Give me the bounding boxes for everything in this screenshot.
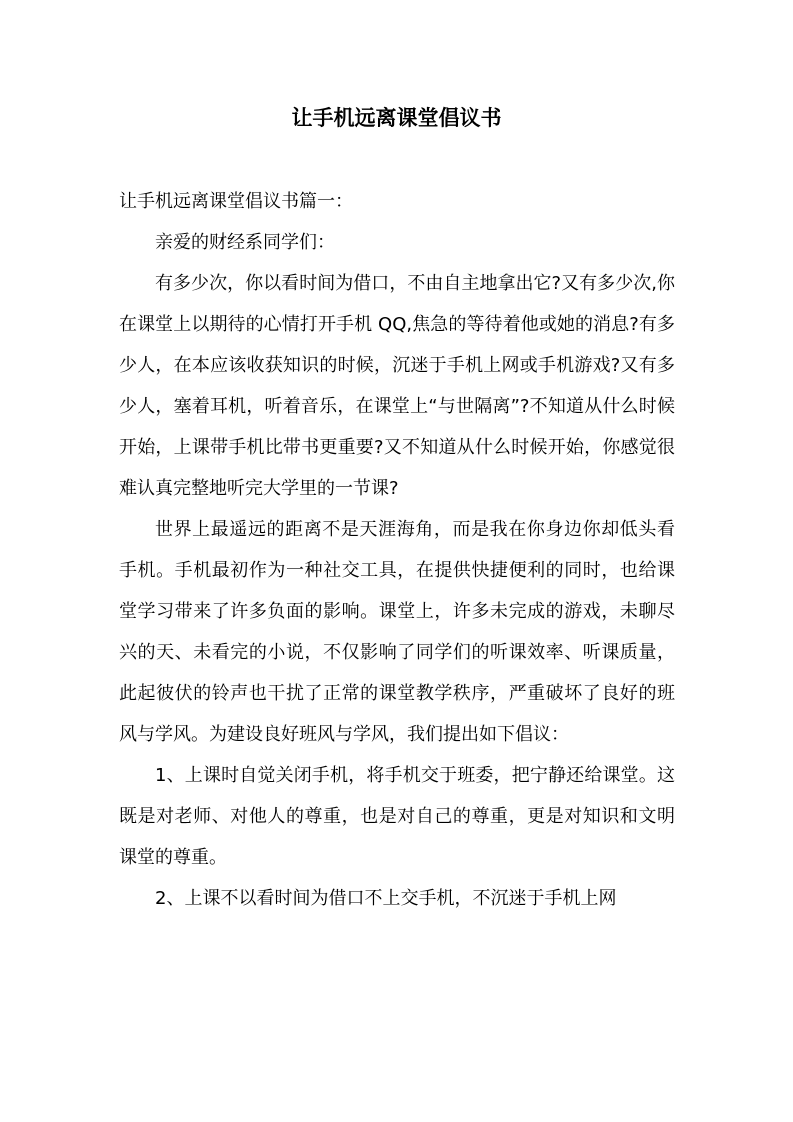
paragraph-subheading: 让手机远离课堂倡议书篇一： (119, 191, 353, 212)
paragraph-proposal-2: 2、上课不以看时间为借口不上交手机，不沉迷于手机上网 (155, 888, 617, 909)
paragraph-problem: 世界上最遥远的距离不是天涯海角，而是我在你身边你却低头看手机。手机最初作为一种社交工具，在提供快捷便利的同时，也给课堂学习带来了许多负面的影响。课堂上，许多未完成的游戏，未聊尽兴的天、未看完的小说，不仅影响了同学们的听课效率、听课质量，此起彼伏的铃声也干扰了正常的课堂教学秩序，严重破坏了良好的班风与学风。为建设良好班风与学风，我们提出如下倡议： (119, 519, 675, 745)
paragraph-salutation: 亲爱的财经系同学们： (155, 232, 335, 253)
paragraph-intro: 有多少次，你以看时间为借口，不由自主地拿出它?又有多少次,你在课堂上以期待的心情打开手机 QQ,焦急的等待着他或她的消息?有多少人，在本应该收获知识的时候，沉迷于手机上网或手机游戏?又有多少人，塞着耳机，听着音乐，在课堂上“与世隔离”?不知道从什么时候开始，上课带手机比带书更重要?又不知道从什么时候开始，你感觉很难认真完整地听完大学里的一节课? (119, 273, 675, 499)
paragraph-proposal-1: 1、上课时自觉关闭手机，将手机交于班委，把宁静还给课堂。这既是对老师、对他人的尊重，也是对自己的尊重，更是对知识和文明课堂的尊重。 (119, 765, 675, 868)
document-title: 让手机远离课堂倡议书 (291, 106, 502, 130)
document-body (119, 181, 675, 919)
